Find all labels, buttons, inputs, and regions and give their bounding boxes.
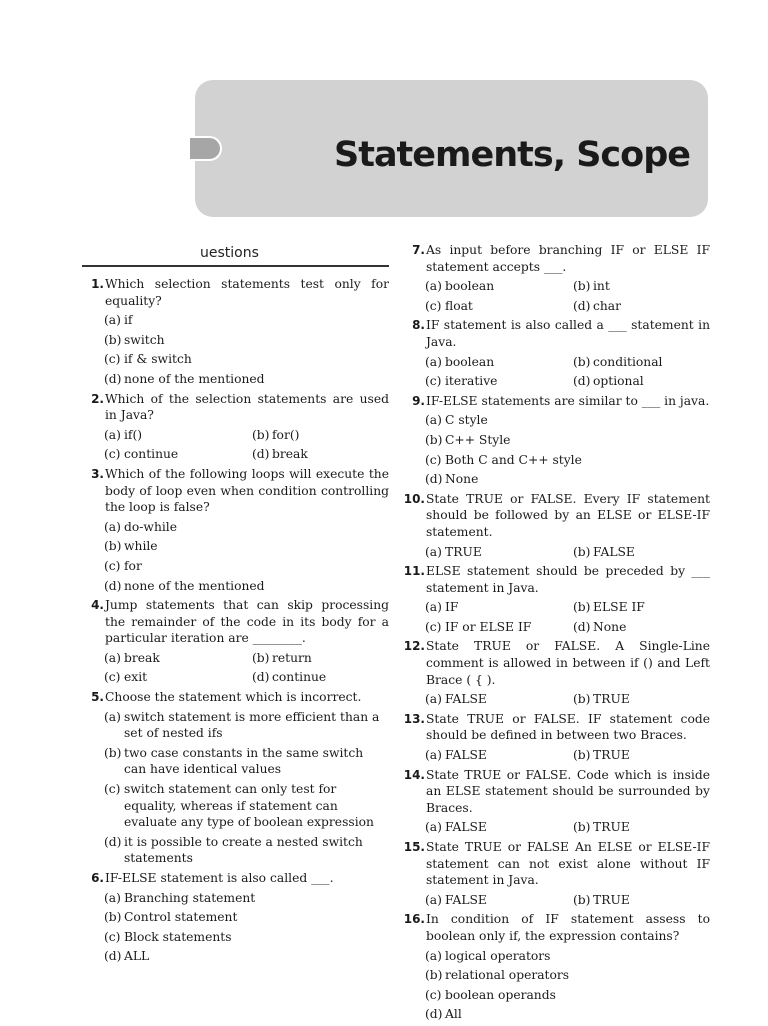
question-text: State TRUE or FALSE. A Single-Line comment is allowed in between if () and Left Brace ( { ). [426, 639, 710, 687]
question-item [82, 870, 389, 965]
answer-option [104, 948, 389, 965]
option-text: continue [124, 447, 179, 462]
option-label: (d) [104, 371, 122, 386]
question-item [403, 839, 710, 908]
option-text: it is possible to create a nested switch statements [124, 834, 363, 866]
option-label: (a) [425, 748, 442, 763]
option-text: Control statement [124, 910, 238, 925]
section-rule [82, 265, 389, 267]
answer-option [104, 909, 389, 926]
option-label: (a) [425, 600, 442, 615]
option-label: (b) [573, 544, 591, 559]
question-item [82, 689, 389, 867]
chapter-title: Statements, Scope [334, 135, 690, 175]
option-text: TRUE [445, 544, 482, 559]
option-label: (c) [104, 782, 121, 797]
option-text: char [593, 298, 622, 313]
option-label: (b) [573, 820, 591, 835]
option-text: exit [124, 670, 148, 685]
option-text: float [445, 298, 473, 313]
answer-option [573, 373, 710, 390]
option-text: boolean [445, 354, 495, 369]
answer-option [425, 987, 710, 1004]
option-label: (a) [104, 313, 121, 328]
answer-option [573, 544, 710, 561]
answer-option [425, 278, 573, 295]
question-text: State TRUE or FALSE. Code which is inside an ELSE statement should be surrounded by Braces. [426, 767, 710, 815]
answer-option [573, 599, 710, 616]
option-text: TRUE [593, 748, 630, 763]
option-text: none of the mentioned [124, 371, 265, 386]
answer-option [425, 819, 573, 836]
option-text: TRUE [593, 892, 630, 907]
question-number: 5. [91, 690, 104, 705]
option-label: (a) [104, 709, 121, 724]
option-label: (d) [252, 670, 270, 685]
question-number: 2. [91, 391, 104, 406]
option-label: (c) [425, 987, 442, 1002]
question-text: Which of the selection statements are used in Java? [105, 391, 389, 423]
option-text: TRUE [593, 820, 630, 835]
answer-option [425, 967, 710, 984]
option-label: (b) [425, 432, 443, 447]
answer-option [425, 544, 573, 561]
question-number: 1. [91, 277, 104, 291]
question-number: 9. [412, 393, 425, 408]
question-text: Which selection statements test only for equality? [105, 277, 389, 308]
question-number: 13. [403, 711, 425, 726]
option-text: if() [124, 427, 143, 442]
question-number: 4. [91, 598, 104, 613]
answer-option [104, 312, 389, 329]
question-number: 7. [412, 243, 425, 257]
option-label: (b) [104, 910, 122, 925]
answer-option [104, 446, 252, 463]
answer-option [425, 412, 710, 429]
option-label: (c) [425, 619, 442, 634]
option-text: Branching statement [124, 890, 256, 905]
question-text: Which of the following loops will execute the body of loop even when condition controlling the loop is false? [105, 466, 389, 515]
answer-option [573, 691, 710, 708]
option-label: (b) [104, 539, 122, 554]
option-label: (a) [425, 692, 442, 707]
option-text: for [124, 558, 142, 573]
option-text: FALSE [593, 544, 635, 559]
question-item [403, 563, 710, 635]
option-label: (c) [104, 929, 121, 944]
option-label: (a) [104, 427, 121, 442]
answer-option [104, 745, 389, 778]
option-label: (b) [573, 692, 591, 707]
option-label: (d) [573, 374, 591, 389]
option-text: FALSE [445, 820, 487, 835]
question-text: State TRUE or FALSE. IF statement code should be defined in between two Braces. [426, 711, 710, 743]
option-text: if [124, 313, 133, 328]
question-text: State TRUE or FALSE. Every IF statement should be followed by an ELSE or ELSE-IF statement. [426, 491, 710, 539]
option-label: (b) [425, 968, 443, 983]
option-label: (b) [573, 892, 591, 907]
option-text: None [445, 472, 479, 487]
question-number: 12. [403, 639, 425, 654]
option-text: iterative [445, 374, 498, 389]
question-text: In condition of IF statement assess to boolean only if, the expression contains? [426, 912, 710, 943]
option-text: Both C and C++ style [445, 452, 582, 467]
answer-option [252, 427, 389, 444]
answer-option [104, 929, 389, 946]
option-label: (a) [425, 820, 442, 835]
option-text: continue [272, 670, 327, 685]
question-number: 10. [403, 491, 425, 506]
option-text: switch [124, 332, 165, 347]
question-text: As input before branching IF or ELSE IF statement accepts ___. [426, 243, 710, 274]
answer-option [425, 948, 710, 965]
option-text: relational operators [445, 968, 570, 983]
answer-option [104, 427, 252, 444]
option-text: while [124, 539, 158, 554]
answer-option [573, 819, 710, 836]
answer-option [104, 578, 389, 595]
option-text: C style [445, 413, 488, 428]
option-label: (d) [104, 578, 122, 593]
answer-option [104, 669, 252, 686]
option-label: (b) [573, 600, 591, 615]
option-label: (d) [252, 447, 270, 462]
option-text: conditional [593, 354, 663, 369]
option-label: (b) [573, 748, 591, 763]
option-label: (c) [425, 452, 442, 467]
answer-option [425, 452, 710, 469]
option-label: (a) [425, 354, 442, 369]
answer-option [425, 354, 573, 371]
option-text: none of the mentioned [124, 578, 265, 593]
left-column [82, 276, 389, 968]
option-text: Block statements [124, 929, 232, 944]
option-label: (b) [252, 650, 270, 665]
question-text: IF-ELSE statement is also called ___. [105, 871, 334, 885]
option-label: (d) [573, 298, 591, 313]
question-item [403, 393, 710, 488]
answer-option [104, 519, 389, 536]
answer-option [573, 278, 710, 295]
option-text: boolean [445, 279, 495, 294]
answer-option [425, 892, 573, 909]
option-label: (c) [104, 670, 121, 685]
option-label: (d) [425, 472, 443, 487]
option-text: int [593, 279, 610, 294]
option-text: IF [445, 600, 459, 615]
question-item [403, 491, 710, 560]
question-item [403, 911, 710, 1023]
answer-option [573, 298, 710, 315]
question-number: 15. [403, 840, 425, 854]
option-text: if & switch [124, 352, 192, 367]
chapter-banner [195, 80, 708, 217]
question-item [403, 767, 710, 836]
option-text: FALSE [445, 892, 487, 907]
option-text: TRUE [593, 692, 630, 707]
option-label: (d) [104, 834, 122, 849]
answer-option [573, 619, 710, 636]
question-number: 3. [91, 466, 104, 481]
answer-option [104, 650, 252, 667]
option-label: (b) [573, 354, 591, 369]
option-label: (b) [252, 427, 270, 442]
option-text: break [124, 650, 160, 665]
answer-option [104, 371, 389, 388]
option-label: (a) [425, 544, 442, 559]
answer-option [425, 1006, 710, 1023]
option-text: two case constants in the same switch can have identical values [124, 745, 364, 777]
option-label: (b) [104, 745, 122, 760]
question-number: 8. [412, 318, 425, 333]
option-text: return [272, 650, 312, 665]
option-text: switch statement can only test for equality, whereas if statement can evaluate any type of boolean expression [124, 782, 374, 830]
answer-option [425, 691, 573, 708]
chapter-tab [188, 136, 222, 161]
answer-option [425, 599, 573, 616]
answer-option [104, 332, 389, 349]
question-item [403, 711, 710, 764]
answer-option [425, 373, 573, 390]
option-text: All [445, 1007, 462, 1022]
answer-option [104, 890, 389, 907]
option-text: C++ Style [445, 432, 511, 447]
option-label: (b) [104, 332, 122, 347]
option-label: (d) [104, 949, 122, 964]
option-text: do-while [124, 519, 178, 534]
option-label: (a) [425, 279, 442, 294]
option-label: (a) [425, 948, 442, 963]
option-text: break [272, 447, 308, 462]
question-text: IF-ELSE statements are similar to ___ in java. [426, 393, 710, 408]
question-text: Choose the statement which is incorrect. [105, 690, 362, 705]
option-text: IF or ELSE IF [445, 619, 532, 634]
option-label: (d) [573, 619, 591, 634]
question-number: 16. [403, 912, 425, 927]
option-label: (a) [104, 650, 121, 665]
option-text: FALSE [445, 748, 487, 763]
question-item [82, 597, 389, 686]
question-item [403, 242, 710, 314]
answer-option [104, 834, 389, 867]
question-text: State TRUE or FALSE An ELSE or ELSE-IF statement can not exist alone without IF statement in Java. [426, 840, 710, 888]
answer-option [104, 709, 389, 742]
question-item [403, 638, 710, 707]
option-label: (c) [104, 447, 121, 462]
answer-option [425, 298, 573, 315]
answer-option [104, 538, 389, 555]
option-text: ALL [124, 949, 150, 964]
question-text: ELSE statement should be preceded by ___ statement in Java. [426, 564, 710, 595]
question-item [82, 276, 389, 388]
answer-option [425, 747, 573, 764]
right-column [403, 242, 710, 1026]
section-heading: uestions [200, 245, 259, 261]
option-text: logical operators [445, 948, 551, 963]
option-label: (c) [425, 374, 442, 389]
answer-option [573, 747, 710, 764]
option-label: (a) [425, 413, 442, 428]
answer-option [573, 892, 710, 909]
question-item [82, 391, 389, 463]
question-item [403, 317, 710, 389]
option-text: optional [593, 374, 644, 389]
answer-option [252, 669, 389, 686]
question-number: 6. [91, 871, 104, 885]
option-label: (a) [425, 892, 442, 907]
question-text: Jump statements that can skip processing the remainder of the code in its body for a particular iteration are ________. [105, 598, 389, 646]
answer-option [252, 650, 389, 667]
answer-option [104, 558, 389, 575]
answer-option [425, 471, 710, 488]
option-text: for() [272, 427, 300, 442]
option-text: boolean operands [445, 987, 556, 1002]
option-text: FALSE [445, 692, 487, 707]
answer-option [425, 619, 573, 636]
option-label: (b) [573, 279, 591, 294]
option-text: None [593, 619, 627, 634]
answer-option [425, 432, 710, 449]
question-number: 14. [403, 767, 425, 782]
answer-option [573, 354, 710, 371]
option-label: (c) [425, 298, 442, 313]
option-label: (c) [104, 558, 121, 573]
question-text: IF statement is also called a ___ statement in Java. [426, 318, 710, 349]
option-label: (a) [104, 890, 121, 905]
option-label: (d) [425, 1007, 443, 1022]
answer-option [104, 351, 389, 368]
answer-option [252, 446, 389, 463]
option-label: (c) [104, 352, 121, 367]
question-item [82, 466, 389, 594]
option-text: ELSE IF [593, 600, 645, 615]
option-label: (a) [104, 519, 121, 534]
option-text: switch statement is more efficient than a set of nested ifs [124, 709, 380, 741]
question-number: 11. [403, 564, 425, 579]
answer-option [104, 781, 389, 831]
